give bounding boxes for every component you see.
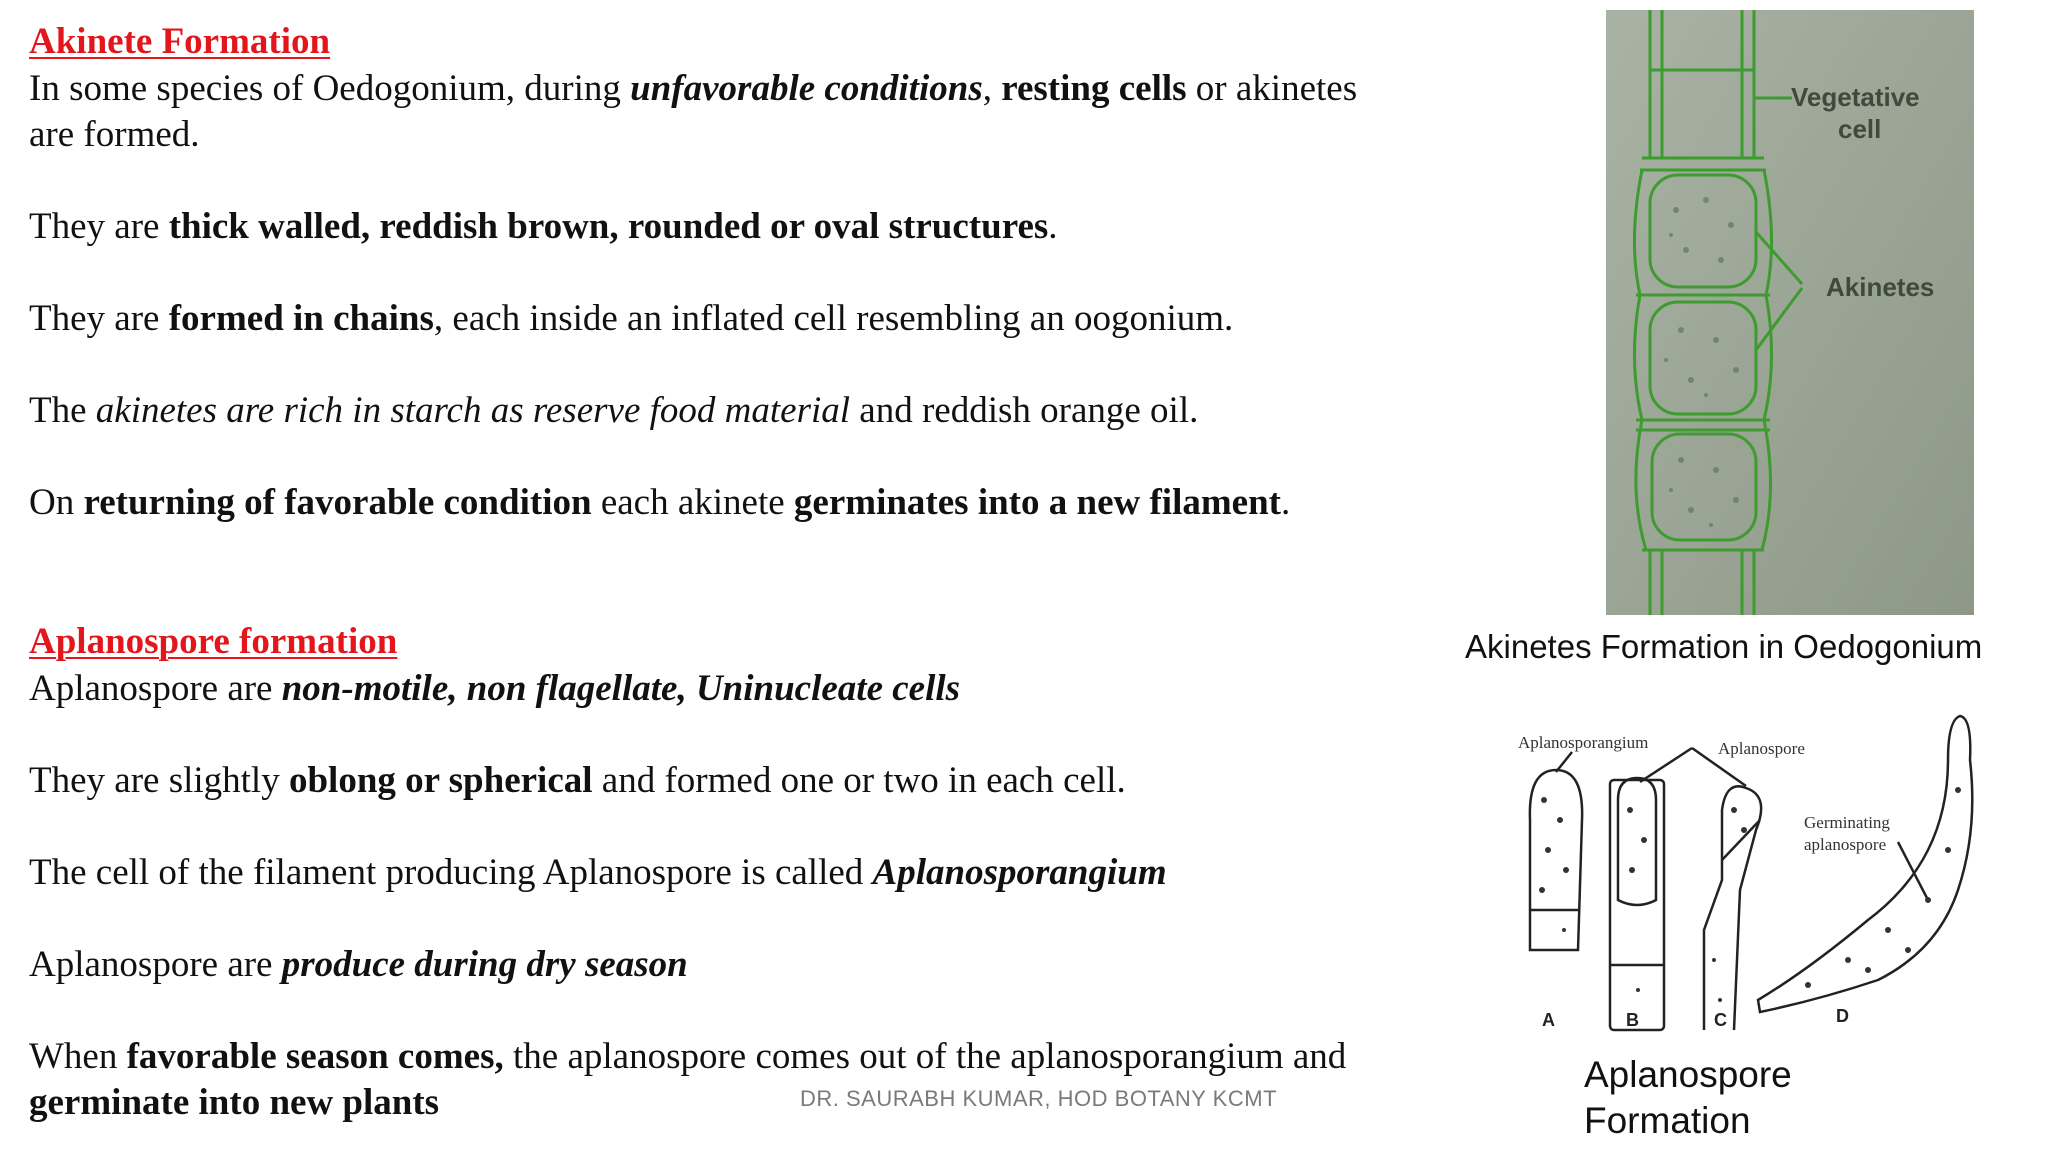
aplanospore-paragraph-5: When favorable season comes, the aplanospore comes out of the aplanosporangium and germinate into new plants bbox=[29, 1036, 1347, 1123]
aplanospore-heading: Aplanospore formation bbox=[29, 621, 398, 662]
letter-a: A bbox=[1542, 1010, 1555, 1030]
akinetes-figure bbox=[1606, 10, 1974, 615]
akinete-heading: Akinete Formation bbox=[29, 21, 331, 62]
aplanospore-caption bbox=[1584, 1052, 1792, 1144]
aplanospore-caption-line-2: Formation bbox=[1584, 1100, 1751, 1141]
aplanospore-paragraph-2: They are slightly oblong or spherical and formed one or two in each cell. bbox=[29, 760, 1126, 801]
aplanospore-paragraph-1: Aplanospore are non-motile, non flagellate, Uninucleate cells bbox=[29, 668, 961, 709]
aplanospore-paragraph-3: The cell of the filament producing Aplanospore is called Aplanosporangium bbox=[29, 852, 1167, 893]
label-vegetative: Vegetative bbox=[1791, 82, 1920, 112]
label-germinating: Germinating bbox=[1804, 813, 1890, 832]
label-aplanosporangium: Aplanosporangium bbox=[1518, 733, 1649, 752]
akinete-paragraph-2: They are thick walled, reddish brown, rounded or oval structures. bbox=[29, 206, 1058, 247]
letter-b: B bbox=[1626, 1010, 1639, 1030]
aplanospore-figure bbox=[1508, 700, 1986, 1040]
letter-d: D bbox=[1836, 1006, 1849, 1026]
akinete-paragraph-4: The akinetes are rich in starch as reserve food material and reddish orange oil. bbox=[29, 390, 1199, 431]
aplanospore-paragraph-4: Aplanospore are produce during dry season bbox=[29, 944, 688, 985]
label-akinetes: Akinetes bbox=[1826, 272, 1935, 302]
label-aplanospore: Aplanospore bbox=[1718, 739, 1805, 758]
aplanospore-caption-line-1: Aplanospore bbox=[1584, 1054, 1792, 1095]
akinetes-illustration bbox=[1606, 10, 1974, 615]
akinete-paragraph-5: On returning of favorable condition each akinete germinates into a new filament. bbox=[29, 482, 1291, 523]
label-cell: cell bbox=[1838, 114, 1882, 144]
label-germinating-aplanospore: aplanospore bbox=[1804, 835, 1887, 854]
akinetes-caption: Akinetes Formation in Oedogonium bbox=[1465, 628, 1983, 665]
letter-c: C bbox=[1714, 1010, 1727, 1030]
akinete-paragraph-3: They are formed in chains, each inside an inflated cell resembling an oogonium. bbox=[29, 298, 1234, 339]
aplanospore-illustration bbox=[1508, 700, 1986, 1040]
footer-credit: DR. SAURABH KUMAR, HOD BOTANY KCMT bbox=[800, 1086, 1278, 1111]
akinete-paragraph-1: In some species of Oedogonium, during unfavorable conditions, resting cells or akinetes are formed. bbox=[29, 68, 1358, 155]
